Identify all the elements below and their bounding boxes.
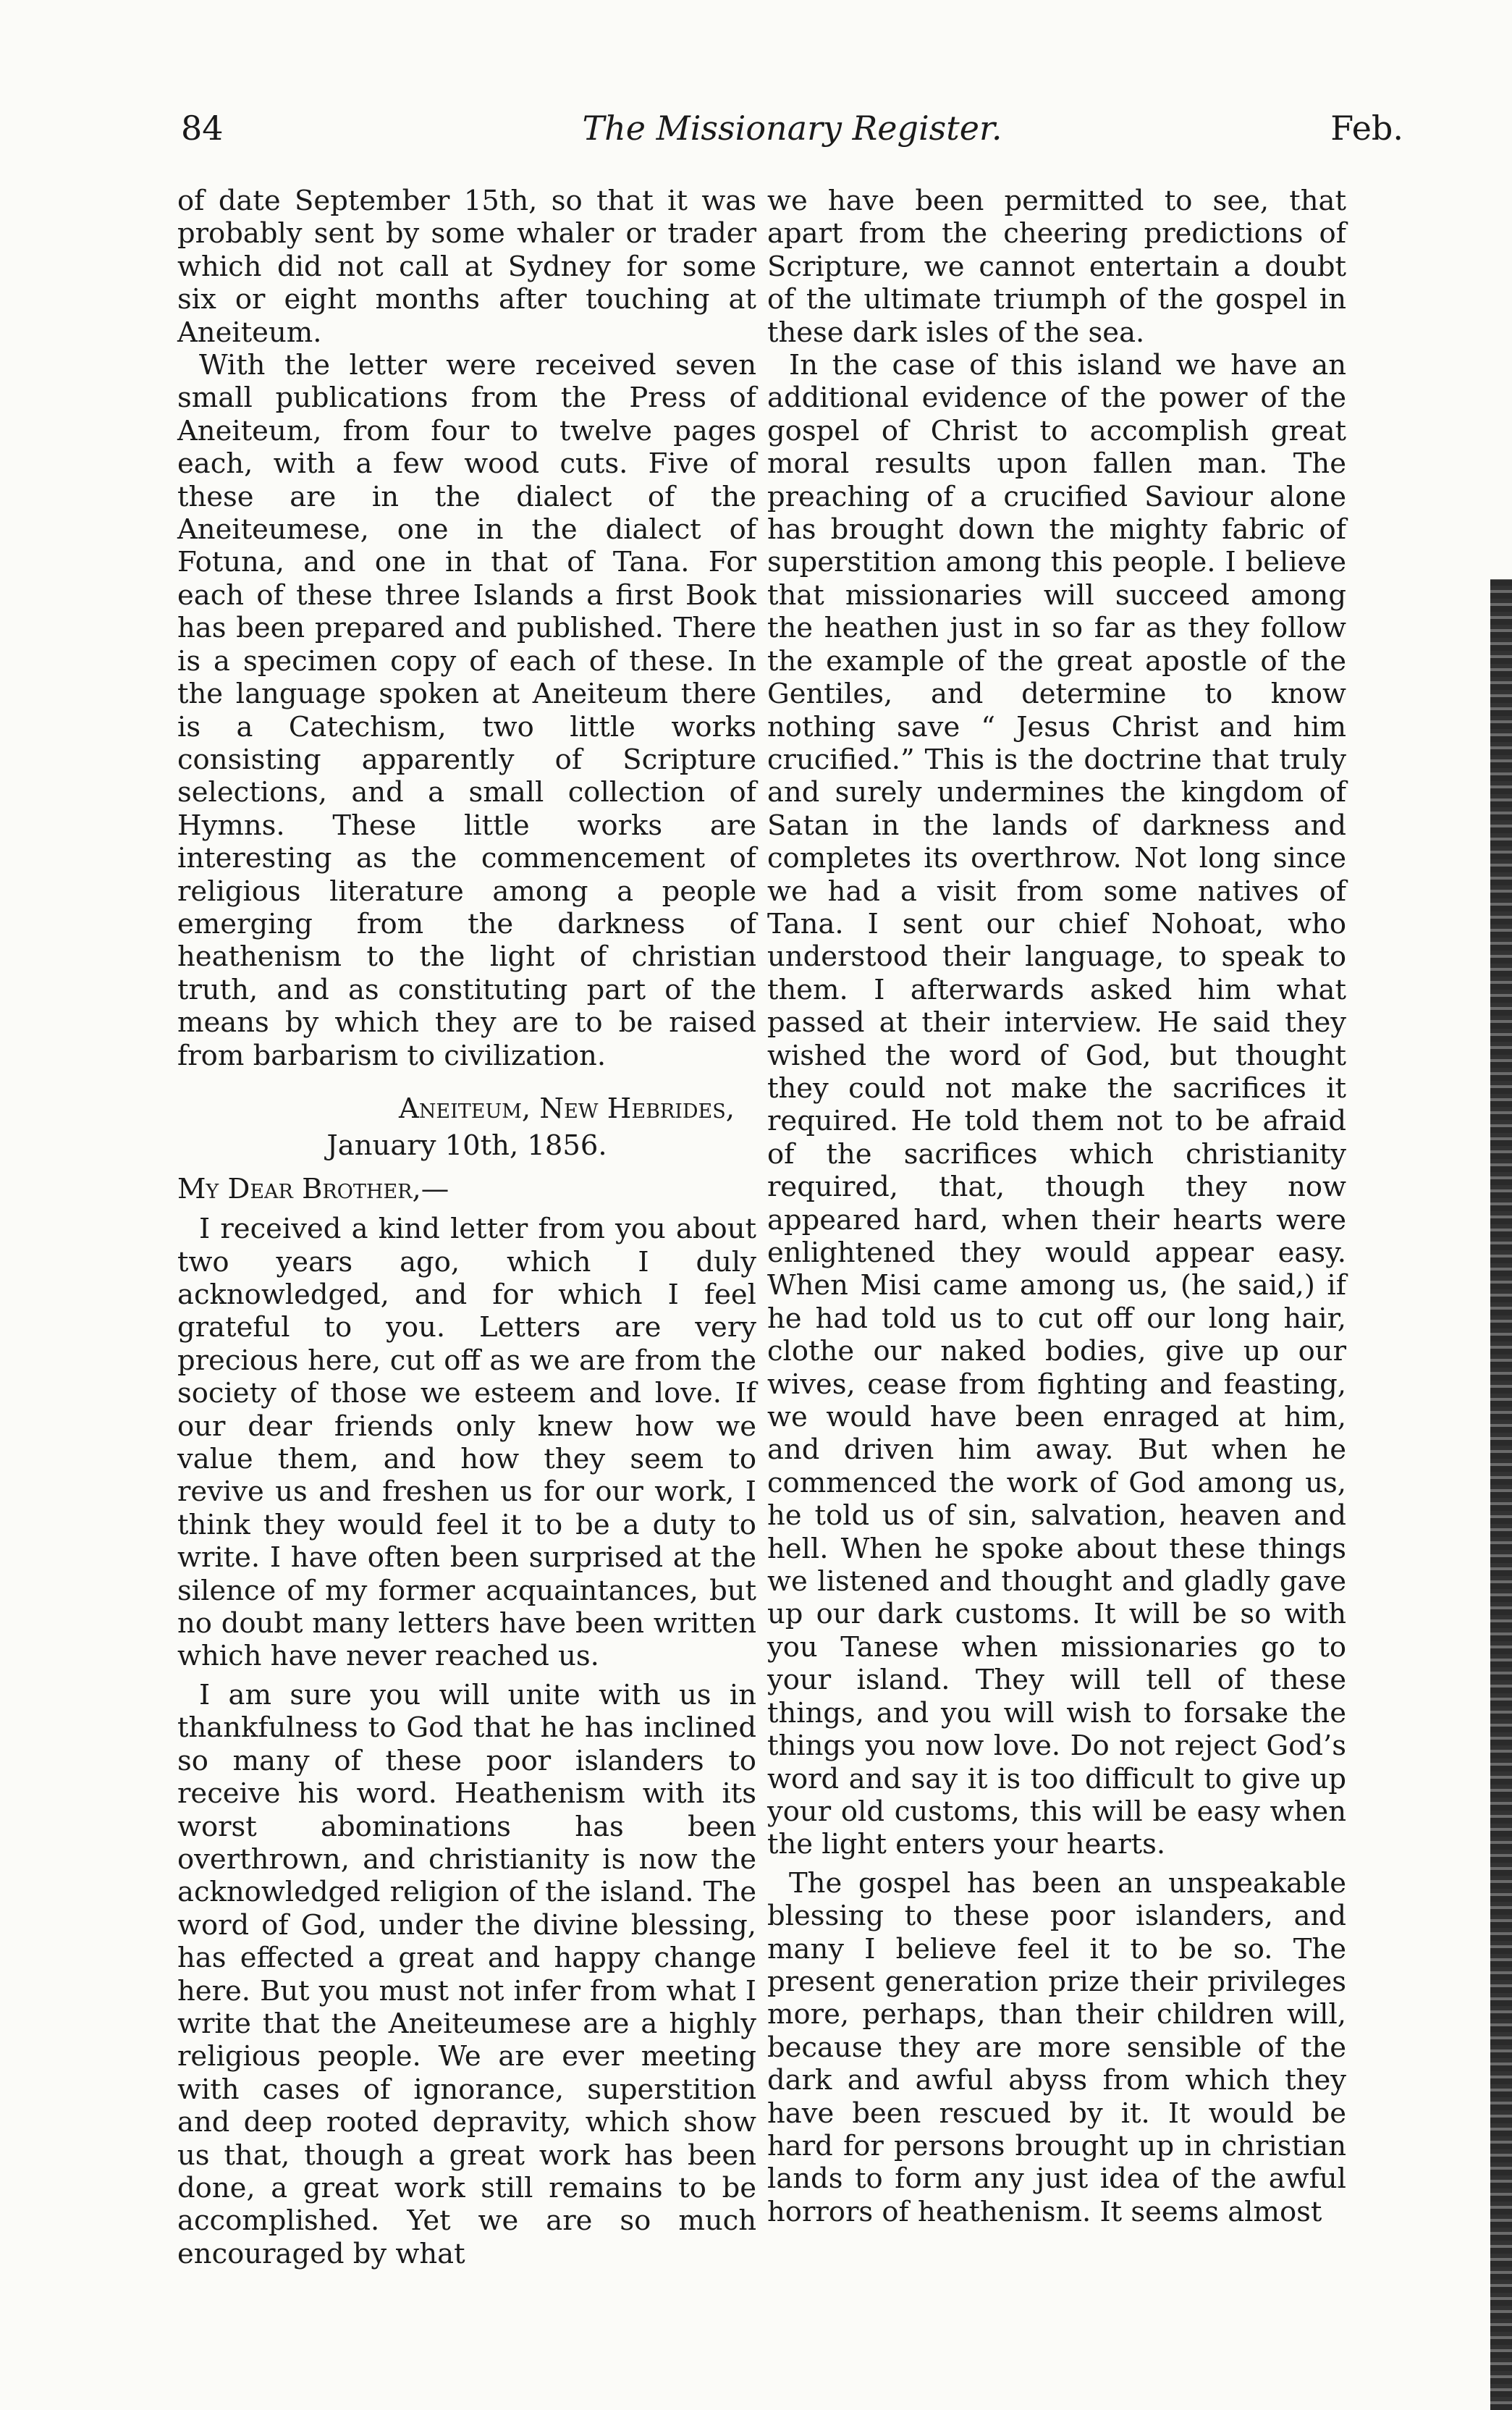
running-header: [181, 109, 1403, 167]
paragraph: I am sure you will unite with us in thankfulness to God that he has inclined so many of these poor islanders to receive his word. Heathenism with its worst abominations has been overthrown, and christianity is now the acknowledged religion of the island. The word of God, under the divine blessing, has effected a great and happy change here. But you must not infer from what I write that the Aneiteumese are a highly religious people. We are ever meeting with cases of ignorance, superstition and deep rooted depravity, which show us that, though a great work has been done, a great work still remains to be accomplished. Yet we are so much encouraged by what: [177, 1678, 756, 2270]
issue-month: Feb.: [1330, 109, 1403, 148]
letter-dateline: Aneiteum, New Hebrides,: [399, 1092, 735, 1125]
paragraph: of date September 15th, so that it was probably sent by some whaler or trader which did not call at Sydney for some six or eight months after touching at Aneiteum.: [177, 185, 756, 349]
journal-title: The Missionary Register.: [582, 109, 1002, 148]
paragraph: With the letter were received seven small publications from the Press of Aneiteum, from four to twelve pages each, with a few wood cuts. Five of these are in the dialect of the Aneiteumese, one in the dialect of Fotuna, and one in that of Tana. For each of these three Islands a first Book has been prepared and published. There is a specimen copy of each of these. In the language spoken at Aneiteum there is a Catechism, two little works consisting apparently of Scripture selections, and a small collection of Hymns. These little works are interesting as the commencement of religious literature among a people emerging from the darkness of heathenism to the light of christian truth, and as constituting part of the means by which they are to be raised from barbarism to civilization.: [177, 349, 756, 1072]
right-column: [767, 185, 1346, 2228]
letter-salutation: My Dear Brother,—: [177, 1172, 449, 1205]
letter-date: January 10th, 1856.: [326, 1129, 607, 1163]
scanned-page-edge: [1490, 579, 1512, 2410]
paragraph: The gospel has been an unspeakable blessing to these poor islanders, and many I believe feel it to be so. The present generation prize their privileges more, perhaps, than their children will, because they are more sensible of the dark and awful abyss from which they have been rescued by it. It would be hard for persons brought up in christian lands to form any just idea of the awful horrors of heathenism. It seems almost: [767, 1866, 1346, 2228]
paragraph: In the case of this island we have an additional evidence of the power of the gospel of Christ to accomplish great moral results upon fallen man. The preaching of a crucified Saviour alone has brought down the mighty fabric of superstition among this people. I believe that missionaries will succeed among the heathen just in so far as they follow the example of the great apostle of the Gentiles, and determine to know nothing save “ Jesus Christ and him crucified.” This is the doctrine that truly and surely undermines the kingdom of Satan in the lands of darkness and completes its overthrow. Not long since we had a visit from some natives of Tana. I sent our chief Nohoat, who understood their language, to speak to them. I afterwards asked him what passed at their interview. He said they wished the word of God, but thought they could not make the sacrifices it required. He told them not to be afraid of the sacrifices which christianity required, that, though they now appeared hard, when their hearts were enlightened they would appear easy. When Misi came among us, (he said,) if he had told us to cut off our long hair, clothe our naked bodies, give up our wives, cease from fighting and feasting, we would have been enraged at him, and driven him away. But when he commenced the work of God among us, he told us of sin, salvation, heaven and hell. When he spoke about these things we listened and thought and gladly gave up our dark customs. It will be so with you Tanese when missionaries go to your island. They will tell of these things, and you will wish to forsake the things you now love. Do not reject God’s word and say it is too difficult to give up your old customs, this will be easy when the light enters your hearts.: [767, 349, 1346, 1861]
paragraph: I received a kind letter from you about two years ago, which I duly acknowledged, and for which I feel grateful to you. Letters are very precious here, cut off as we are from the society of those we esteem and love. If our dear friends only knew how we value them, and how they seem to revive us and freshen us for our work, I think they would feel it to be a duty to write. I have often been surprised at the silence of my former acquaintances, but no doubt many letters have been written which have never reached us.: [177, 1213, 756, 1673]
page-number: 84: [181, 109, 224, 148]
paragraph: we have been permitted to see, that apart from the cheering predictions of Scripture, we cannot entertain a doubt of the ultimate triumph of the gospel in these dark isles of the sea.: [767, 185, 1346, 349]
left-column: [177, 185, 756, 2270]
